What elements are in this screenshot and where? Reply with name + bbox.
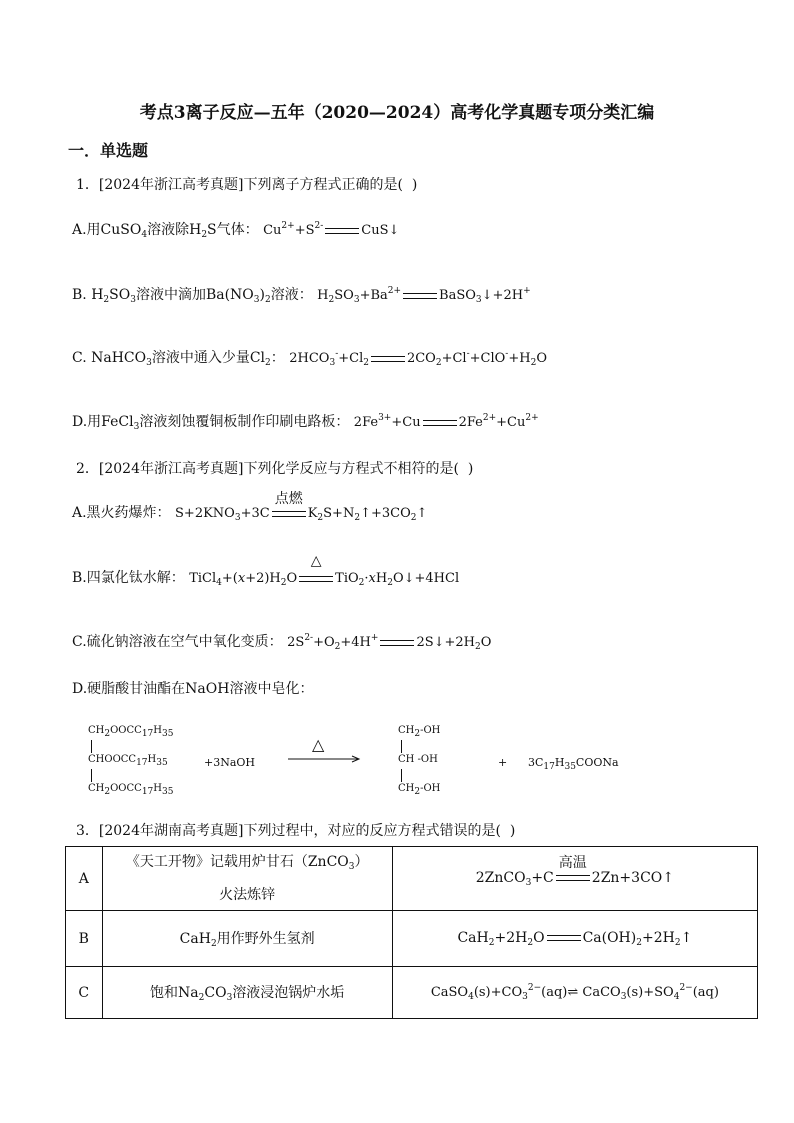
glycerol-line-1: $CH_2-OH$ <box>398 725 441 739</box>
glycerol-line-3: $CH_2-OH$ <box>398 783 441 797</box>
row-equation: $CaSO_4(s)+CO_3^{2-}(aq)\rightleftharpoons$ $CaCO_3(s)+SO_4^{2-}(aq)$ <box>392 967 757 1019</box>
row-description: CaH$_2$用作野外生氢剂 <box>102 911 392 967</box>
table-row <box>66 911 758 967</box>
table-row <box>66 847 758 911</box>
row-key: A <box>66 847 103 911</box>
row-equation: $CaH_2+2H_2O$ $Ca(OH)_2+2H_2↑$ <box>392 911 757 967</box>
table-row <box>66 967 758 1019</box>
reaction-arrow <box>288 755 362 763</box>
q2-option-d: D.硬脂酸甘油酯在NaOH溶液中皂化： <box>72 681 314 697</box>
q1-option-c: C. NaHCO$_3$溶液中通入少量$Cl_2$： $2HCO_3^-+Cl_2$ $2CO_2+Cl^-+ClO^-+H_2O$ <box>72 349 547 368</box>
row-description: 饱和$Na_2CO_3$溶液浸泡锅炉水垢 <box>102 967 392 1019</box>
ester-line-3: $CH_2OOCC_{17}H_{35}$ <box>88 783 174 797</box>
row-key: C <box>66 967 103 1019</box>
q1-option-a: A.用CuSO$_4$溶液除$H_2S$气体： $Cu^{2+}+S^{2-}$ CuS↓ <box>72 221 400 240</box>
row-description: 《天工开物》记载用炉甘石（ZnCO$_3$） 火法炼锌 <box>102 847 392 911</box>
ester-line-1: $CH_2OOCC_{17}H_{35}$ <box>88 725 174 739</box>
page-title: 考点3离子反应—五年（2020—2024）高考化学真题专项分类汇编 <box>139 103 655 123</box>
heat-symbol: △ <box>312 735 325 754</box>
q3-stem: 3．[2024年湖南高考真题]下列过程中，对应的反应方程式错误的是( ) <box>76 823 516 839</box>
row-equation: 2ZnCO$_3$+C 高温 2Zn+3CO↑ <box>392 847 757 911</box>
soap-product: $3C_{17}H_{35}COONa$ <box>528 756 619 772</box>
section-heading: 一．单选题 <box>68 141 149 160</box>
glycerol-line-2: CH -OH <box>398 754 438 765</box>
row-key: B <box>66 911 103 967</box>
q2-option-c: C.硫化钠溶液在空气中氧化变质： $2S^{2-}+O_2+4H^+$ $2S↓+2H_2O$ <box>72 633 492 652</box>
q1-stem: 1．[2024年浙江高考真题]下列离子方程式正确的是( ) <box>76 177 418 193</box>
q1-option-b: B. $H_2SO_3$溶液中滴加$Ba(NO_3)_2$溶液： $H_2SO_3+Ba^{2+}$ BaSO$_3$↓+2H+ <box>72 286 531 305</box>
q1-option-d: D.用FeCl$_3$溶液刻蚀覆铜板制作印刷电路板： $2Fe^{3+}+Cu$ $2Fe^{2+}+Cu^{2+}$ <box>72 413 539 432</box>
q2-option-b: B.四氯化钛水解： $TiCl_4+(x+2)H_2O$ △ $TiO_2\cdot xH_2O↓+4HCl$ <box>72 553 460 588</box>
q2-stem: 2．[2024年浙江高考真题]下列化学反应与方程式不相符的是( ) <box>76 461 474 477</box>
q2-option-a: A.黑火药爆炸： $S+2KNO_3+3C$ 点燃 $K_2S+N_2↑+3CO_2↑$ <box>72 491 428 523</box>
q3-options-table <box>65 846 758 1019</box>
ester-line-2: $CHOOCC_{17}H_{35}$ <box>88 754 168 768</box>
reagent-naoh: +3NaOH <box>204 756 256 769</box>
plus-sign: + <box>498 756 508 769</box>
